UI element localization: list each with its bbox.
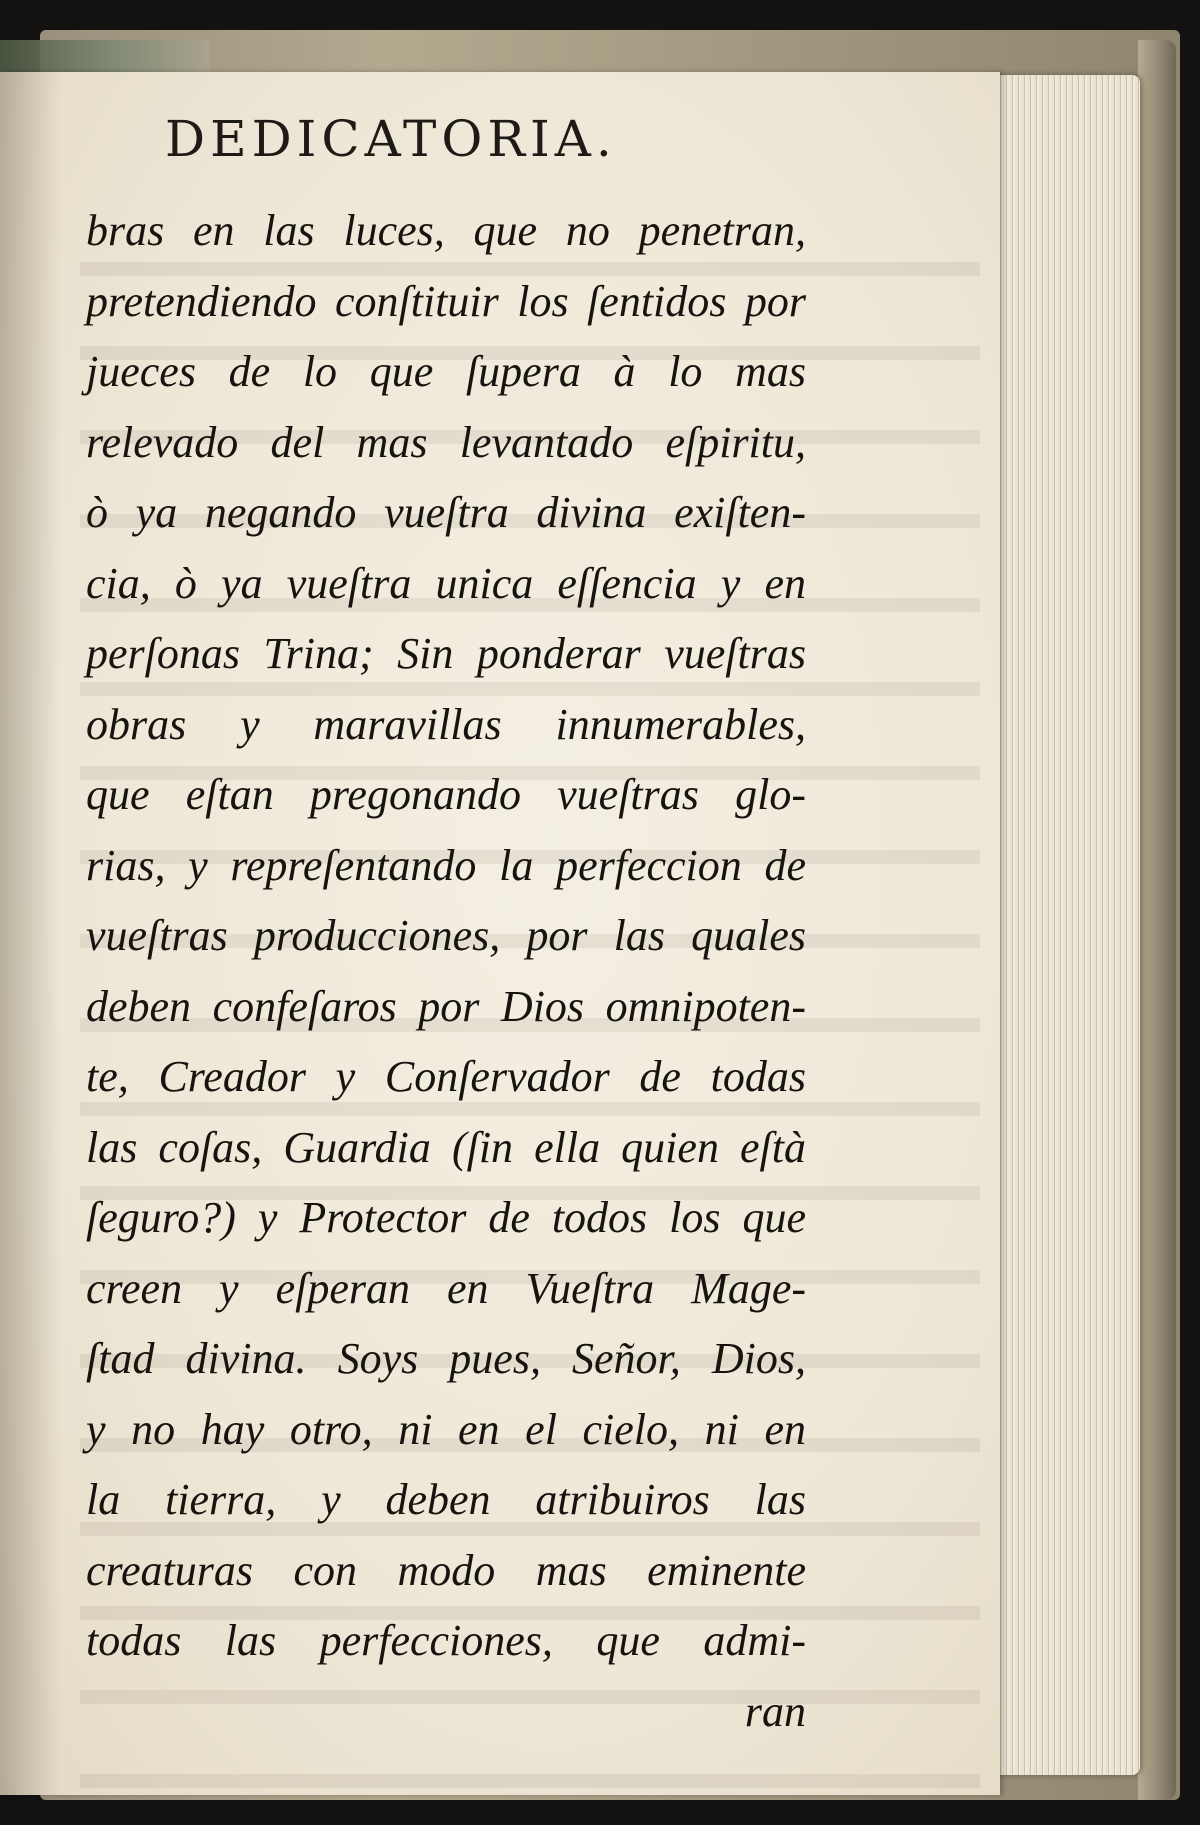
text-line: perſonas Trina; Sin ponderar vueſtras (86, 629, 806, 678)
text-line: creen y eſperan en Vueſtra Mage- (86, 1263, 806, 1313)
text-block (86, 196, 806, 1747)
text-line: las coſas, Guardia (ſin ella quien eſtà (86, 1122, 806, 1172)
book-fore-edge (1138, 40, 1176, 1800)
text-line: todas las perfecciones, que admi- (86, 1616, 806, 1665)
text-line: relevado del mas levantado eſpiritu, (86, 417, 806, 467)
text-line: rias, y repreſentando la perfeccion de (86, 840, 806, 890)
text-line: que eſtan pregonando vueſtras glo- (86, 770, 806, 819)
text-line: ſeguro?) y Protector de todos los que (86, 1193, 806, 1242)
text-line: bras en las luces, que no penetran, (86, 206, 806, 255)
text-line: jueces de lo que ſupera à lo mas (86, 347, 806, 396)
text-line: deben confeſaros por Dios omnipoten- (86, 981, 806, 1031)
gutter-shadow (0, 72, 60, 1795)
catchword: ran (744, 1686, 806, 1736)
page-edges (985, 75, 1140, 1775)
text-line: obras y maravillas innumerables, (86, 699, 806, 749)
text-line: pretendiendo conſtituir los ſentidos por (86, 276, 806, 326)
text-line: te, Creador y Conſervador de todas (86, 1052, 806, 1101)
book-page (0, 72, 1000, 1795)
text-line: la tierra, y deben atribuiros las (86, 1475, 806, 1524)
text-line: y no hay otro, ni en el cielo, ni en (86, 1404, 806, 1454)
running-head: DEDICATORIA. (165, 110, 617, 168)
text-line: vueſtras producciones, por las quales (86, 911, 806, 960)
text-line: ſtad divina. Soys pues, Señor, Dios, (86, 1334, 806, 1383)
text-line: cia, ò ya vueſtra unica eſſencia y en (86, 558, 806, 608)
text-line: creaturas con modo mas eminente (86, 1545, 806, 1595)
text-line: ò ya negando vueſtra divina exiſten- (86, 488, 806, 537)
